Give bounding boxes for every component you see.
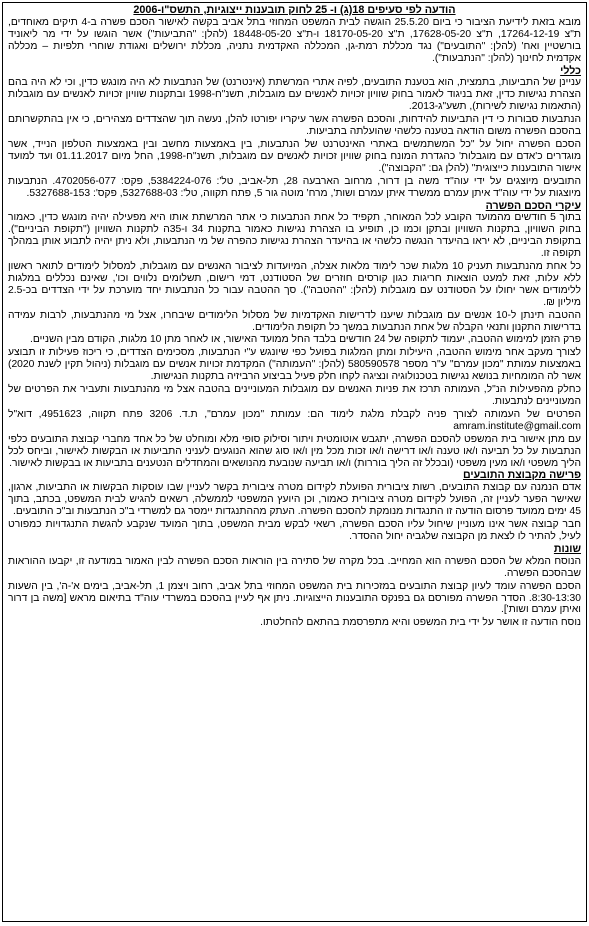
notice-title: הודעה לפי סעיפים 18(ג) ו- 25 לחוק תובענות ייצוגיות, התשס"ו-2006 bbox=[133, 4, 456, 16]
intro-paragraph: מובא בזאת לידיעת הציבור כי ביום 25.5.20 הוגשה לבית המשפט המחוזי בתל אביב בקשה לאישור הסכם פשרה ב-4 תיקים מאוחדים, ת"צ 17264-12-19, ת"צ 17628-05-20, ת"צ 18170-05-20 ו-ת"צ 18448-05-20 (להלן: "התביעות") אשר הוגשו על ידי מר ליאוניד בורשטיין ואח' (להלן: "התובעים") נגד מכללת רמת-גן, המכללה האקדמית נתניה, מכללת ירושלים ואגודת שוחרי תלפיות – מכללה אקדמית לחינוך (להלן: "הנתבעות"). bbox=[8, 16, 581, 64]
settlement-paragraph: בתוך 5 חודשים מהמועד הקובע לכל המאוחר, תקפיד כל אחת הנתבעות כי אתר המרשתת אותו היא מפעילה יהיה מונגש כדין, כאמור בחוק השוויון, בתקנות השוויון ובתקן וכמו כן, תופיע בו הצהרת נגישות כאמור בתקנות 34 ו-35ה לתקנות השוויון ("תקופת הביניים"). בתקופת הביניים, לא יראו בהיעדר הנגשה כלשהי או בהיעדר הצהרת נגישות כהפרה של מי הנתבעות, ולא ניתן יהיה לתבוע אותן במהלך תקופה זו. bbox=[8, 212, 581, 260]
misc-paragraph: נוסח הודעה זו אושר על ידי בית המשפט והיא מתפרסמת בהתאם להחלטתו. bbox=[260, 617, 581, 629]
settlement-paragraph: לצורך מעקב אחר מימוש ההטבה, היעילות ומתן המלגות בפועל כפי שיונגש ע"י הנתבעות, מסכימים הצדדים, כי ריכוז פעילות זו תבוצע באמצעות עמותת "מכון עמרם" ע"ר מספר 580590578 (להלן: "העמותה") המקדמת זכויות אנשים עם מוגבלות (ניהול תקין לשנת 2020) אשר לה המומחיות בנושא נגישות בטכנולוגיה ונציגה לקחו חלק פעיל בביצוע הרביזיה בתקנות הנגישות. bbox=[8, 347, 581, 383]
section-heading-general: כללי bbox=[560, 64, 581, 77]
opt-out-paragraph: אדם הנמנה עם קבוצת התובעים, רשות ציבורית הפועלת לקידום מטרה ציבורית בקשר לעניין שבו עוסקות הבקשות או התביעות, ארגון, שאישר הפער לעניין זה, הפועל לקידום מטרה ציבורית כאמור, וכן היועץ המשפטי לממשלה, רשאים להגיש לבית המשפט, בכתב, בתוך 45 ימים ממועד פרסום הודעה זו התנגדות מנומקת להסכם הפשרה. העתק מההתנגדות יימסר גם למשרדי ב"כ הנתבעות וב"כ התובעים. bbox=[8, 482, 581, 518]
general-paragraph: עניינן של התביעות, בתמצית, הוא בטענת התובעים, לפיה אתרי המרשתת (אינטרנט) של הנתבעות לא היה מונגש כדין, וכי לא היה בהם הצהרת נגישות כדין, זאת בניגוד לאמור בחוק שוויון זכויות לאנשים עם מוגבלות, תשנ"ח-1998 ובתקנות שוויון זכויות לאנשים עם מוגבלות (התאמות נגישות לשירות), תשע"ג-2013. bbox=[8, 77, 581, 113]
settlement-paragraph: עם מתן אישור בית המשפט להסכם הפשרה, יתגבש אוטומטית ויתור וסילוק סופי מלא ומוחלט של כל אחד מחברי קבוצת התובעים כלפי הנתבעות על כל תביעה ו/או טענה ו/או דרישה ו/או זכות מכל מין ו/או סוג שהוא הנוגעים לעניני התביעות או הבקשות לאישור, וביחס לכל הליך משפטי ו/או מעין משפטי (ובכלל זה הליך בוררות) ו/או תביעה שנובעת מהנושאים והמחדלים הנטענים בתביעות או בבקשות לאישור. bbox=[8, 433, 581, 469]
section-heading-miscellaneous: שונות bbox=[553, 542, 581, 555]
general-paragraph: התובעים מיוצגים על ידי עוה"ד משה בן דרור, מרחוב הארבעה 28, תל-אביב, טל': 5384224-076, פקס: 4702056-077. הנתבעות מיוצגות על ידי עוה"ד איתן עמרם ממשרד איתן עמרם ושות', מרח' מוטה גור 5, פתח תקווה, טל': 5327688-03, פקס': 5327688-153. bbox=[8, 175, 581, 199]
section-heading-settlement-main-points: עיקרי הסכם הפשרה bbox=[485, 199, 581, 212]
section-heading-opt-out: פרישה מקבוצת התובעים bbox=[462, 469, 581, 482]
settlement-paragraph: ההטבה תינתן ל-10 אנשים עם מוגבלות שיענו לדרישות האקדמיות של מסלול הלימודים שיבחרו, אצל מי מהנתבעות, לרבות עמידה בדרישות התקנון ותנאי הקבלה של אחת הנתבעות במשך כל תקופת הלימודים. bbox=[8, 309, 581, 333]
general-paragraph: הנתבעות סבורות כי דין התביעות להידחות, והסכם הפשרה אשר עיקריו יפורטו להלן, נעשה תוך שהצדדים מצהירים, כי אין בהתקשרותם בהסכם הפשרה משום הודאה בטענה כלשהי שהועלתה בתביעות. bbox=[8, 114, 581, 138]
settlement-paragraph: כל אחת מהנתבעות תעניק 10 מלגות שכר לימוד מלאות אצלה, המיועדות לציבור האנשים עם מוגבלות, למסלול לימודים לתואר ראשון ללא עלות, זאת למעט הוצאות חריגות כגון קורסים חוזרים של הסטודנט, דמי רישום, תשלומים נלווים וכו', שאינם נכללים במלגות ללימודים אשר יחולו על הסטודנט עם מוגבלות (להלן: "ההטבה"). סך ההטבה עבור כל הנתבעות יחד מוערכת על ידי הצדדים בכ-2.5 מיליון ₪. bbox=[8, 261, 581, 308]
settlement-paragraph: פרק הזמן למימוש ההטבה, יעמוד לתקופה של 24 חודשים בלבד החל ממועד האישור, או לאחר מתן 10 מלגות, הקודם מבין השניים. bbox=[29, 334, 581, 346]
settlement-paragraph: הפרטים של העמותה לצורך פניה לקבלת מלגת לימוד הם: עמותת "מכון עמרם", ת.ד. 3206 פתח תקווה, 4951623, דוא"ל amram.institute@gmail.com bbox=[8, 408, 581, 432]
misc-paragraph: הסכם הפשרה עומד לעיון קבוצת התובעים במזכירות בית המשפט המחוזי בתל אביב, רחוב ויצמן 1, תל-אביב, בימים א'-ה', בין השעות 8:30-13:30. הסדר הפשרה מפורסם גם בפנקס התובענות הייצוגיות. ניתן אף לעיין בהסכם במשרדי עוה"ד בתיאום מראש [משה בן דרור ואיתן עמרם ושות']. bbox=[8, 580, 581, 616]
legal-notice bbox=[2, 2, 587, 922]
settlement-paragraph: כחלק מהפעילות הנ"ל, העמותה תרכז את פניות האנשים עם מוגבלות המעוניינים בהטבה אצל מי מהנתבעות ותעביר את הפרטים של המעוניינים לנתבעות. bbox=[8, 384, 581, 407]
general-paragraph: הסכם הפשרה יחול על "כל המשתמשים באתרי האינטרנט של הנתבעות, בין באמצעות מחשב ובין באמצעות הטלפון הנייד, אשר מוגדרים כ'אדם עם מוגבלות' כהגדרת המונח בחוק שוויון זכויות לאנשים עם מוגבלות, תשנ"ח-1998, החל מיום 01.11.2017 ועד למועד אישור התובענות כייצוגית" (להלן גם: "הקבוצה"). bbox=[8, 138, 582, 174]
misc-paragraph: הנוסח המלא של הסכם הפשרה הוא המחייב. בכל מקרה של סתירה בין הוראות הסכם הפשרה לבין האמור במודעה זו, יקבעו ההוראות שבהסכם הפשרה. bbox=[8, 555, 581, 579]
opt-out-paragraph: חבר קבוצה אשר אינו מעוניין שיחול עליו הסכם הפשרה, רשאי לבקש מבית המשפט, בתוך המועד שנקבע להגשת התנגדויות כמפורט לעיל, להתיר לו לצאת מן הקבוצה שלגביה יחול ההסדר. bbox=[8, 519, 581, 542]
